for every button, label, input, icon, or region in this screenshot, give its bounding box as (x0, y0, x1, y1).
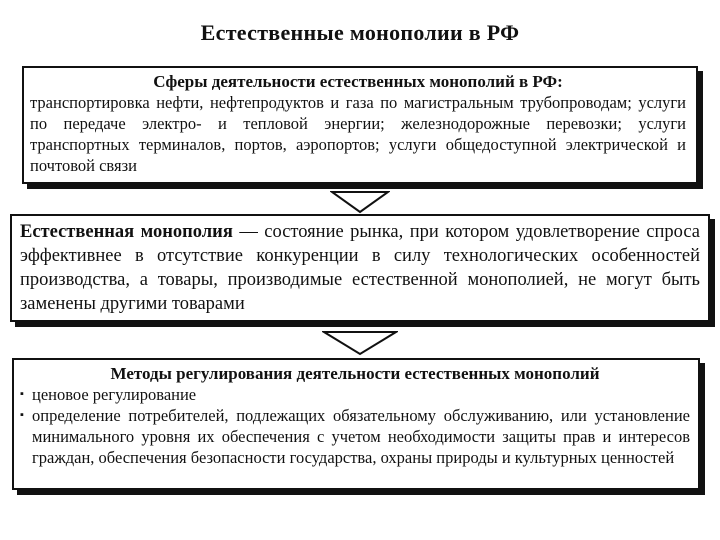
definition-description: — состояние рынка, при котором удовлетворение спроса эффективнее в отсутствие конкуренции в силу технологических особенностей производства, а товары, производимые естественной монополией, не могут быть заменены другими товарами (20, 222, 700, 314)
arrow-down-icon (322, 330, 398, 356)
arrow-down-icon (330, 190, 390, 214)
definition-term: Естественная монополия (20, 222, 233, 242)
methods-box (12, 358, 700, 490)
bullet-icon: ▪ (20, 409, 24, 421)
definition-text (20, 220, 700, 316)
definition-box (10, 214, 710, 322)
list-item: ▪ определение потребителей, подлежащих обязательному обслуживанию, или установление минимального уровня их обеспечения с учетом необходимости защиты прав и интересов граждан, обеспечения безопасности государства, охраны природы и культурных ценностей (20, 406, 690, 467)
list-item: ▪ ценовое регулирование (20, 385, 197, 404)
spheres-heading: Сферы деятельности естественных монополий в РФ: (153, 72, 563, 91)
page-title: Естественные монополии в РФ (200, 20, 520, 45)
methods-heading: Методы регулирования деятельности естественных монополий (110, 364, 600, 383)
bullet-icon: ▪ (20, 388, 24, 400)
methods-list (20, 384, 690, 468)
spheres-box (22, 66, 698, 184)
spheres-text: транспортировка нефти, нефтепродуктов и газа по магистральным трубопроводам; услуги по передаче электро- и тепловой энергии; железнодорожные перевозки; услуги транспортных терминалов, портов, аэропортов; услуги общедоступной электрической и почтовой связи (30, 93, 686, 175)
